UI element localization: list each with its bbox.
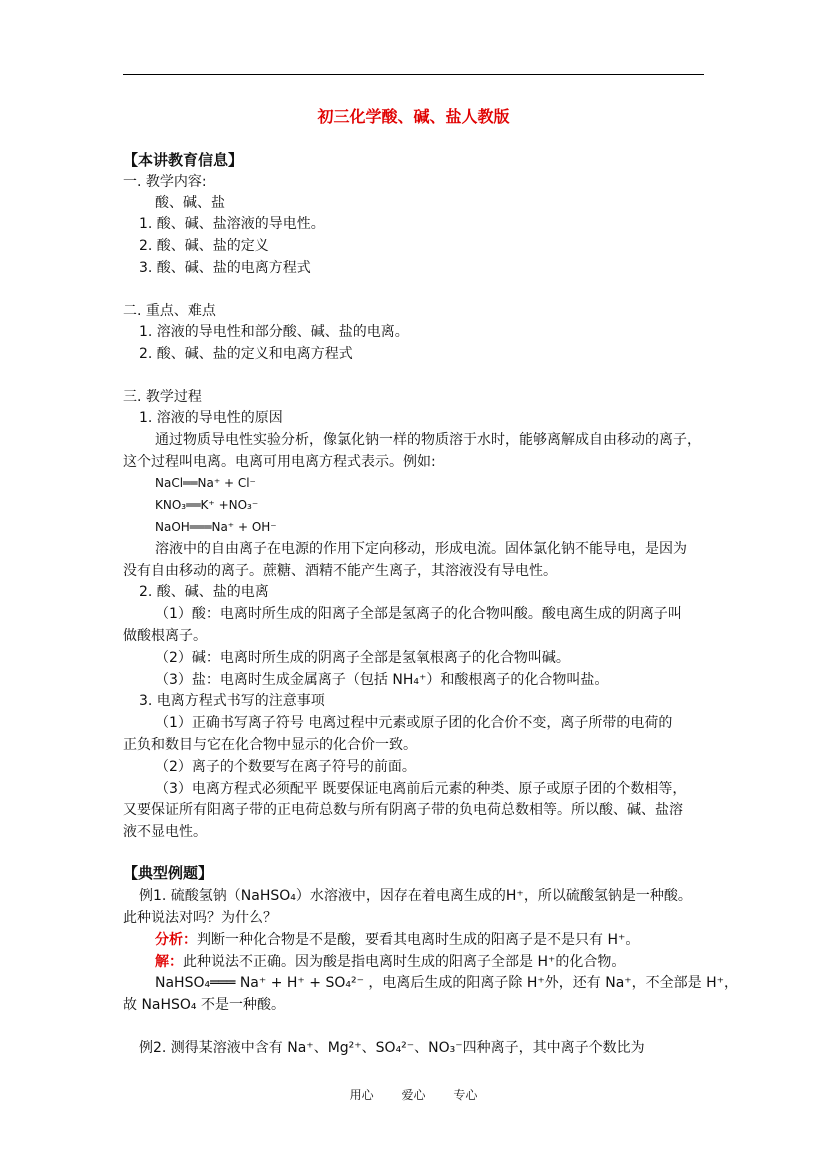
footer-word: 爱心	[401, 1088, 426, 1102]
answer-line	[155, 952, 625, 972]
example-1-line: 此种说法对吗？为什么？	[123, 910, 277, 926]
examples-heading: 【典型例题】	[123, 864, 214, 882]
definition-line: （2）碱：电离时所生成的阴离子全部是氢氧根离子的化合物叫碱。	[155, 650, 570, 666]
page-footer	[0, 1086, 827, 1103]
footer-word: 专心	[453, 1088, 478, 1102]
answer-text: 此种说法不正确。因为酸是指电离时生成的阳离子全部是 H⁺的化合物。	[183, 954, 626, 970]
note-line: 正负和数目与它在化合物中显示的化合价一致。	[123, 737, 417, 753]
answer-label: 解：	[155, 954, 183, 970]
document-title: 初三化学酸、碱、盐人教版	[317, 107, 510, 126]
header-rule	[123, 74, 704, 75]
paragraph-line: 通过物质导电性实验分析，像氯化钠一样的物质溶于水时，能够离解成自由移动的离子，	[155, 432, 701, 448]
example-2-line: 例2. 测得某溶液中含有 Na⁺、Mg²⁺、SO₄²⁻、NO₃⁻四种离子，其中离子个数比为	[139, 1040, 645, 1056]
analysis-text: 判断一种化合物是不是酸，要看其电离时生成的阳离子是不是只有 H⁺。	[197, 932, 640, 948]
note-line: 又要保证所有阳离子带的正电荷总数与所有阴离子带的负电荷总数相等。所以酸、碱、盐溶	[123, 802, 683, 818]
example-1-line: 例1. 硫酸氢钠（NaHSO₄）水溶液中，因存在着电离生成的H⁺，所以硫酸氢钠是一种酸。	[139, 888, 692, 904]
analysis-label: 分析：	[155, 932, 197, 948]
section-2-item: 2. 酸、碱、盐的定义和电离方程式	[139, 346, 353, 362]
definition-line: （1）酸：电离时所生成的阳离子全部是氢离子的化合物叫酸。酸电离生成的阴离子叫	[155, 606, 682, 622]
subsection-title: 2. 酸、碱、盐的电离	[139, 584, 269, 600]
section-2-heading: 二. 重点、难点	[123, 303, 216, 319]
section-1-item: 1. 酸、碱、盐溶液的导电性。	[139, 216, 325, 232]
definition-line: 做酸根离子。	[123, 628, 207, 644]
paragraph-line: 这个过程叫电离。电离可用电离方程式表示。例如:	[123, 454, 436, 470]
note-line: （2）离子的个数要写在离子符号的前面。	[155, 759, 416, 775]
note-line: （1）正确书写离子符号 电离过程中元素或原子团的化合价不变，离子所带的电荷的	[155, 715, 673, 731]
section-3-heading: 三. 教学过程	[123, 389, 202, 405]
equation: NaCl══Na⁺ + Cl⁻	[155, 476, 256, 490]
subsection-title: 3. 电离方程式书写的注意事项	[139, 693, 325, 709]
paragraph-line: 溶液中的自由离子在电源的作用下定向移动，形成电流。固体氯化钠不能导电，是因为	[155, 541, 687, 557]
section-1-item: 3. 酸、碱、盐的电离方程式	[139, 260, 311, 276]
info-heading: 【本讲教育信息】	[123, 151, 244, 169]
note-line: （3）电离方程式必须配平 既要保证电离前后元素的种类、原子或原子团的个数相等，	[155, 781, 687, 797]
section-2-item: 1. 溶液的导电性和部分酸、碱、盐的电离。	[139, 324, 409, 340]
definition-line: （3）盐：电离时生成金属离子（包括 NH₄⁺）和酸根离子的化合物叫盐。	[155, 672, 609, 688]
section-1-heading: 一. 教学内容:	[123, 174, 207, 190]
paragraph-line: 没有自由移动的离子。蔗糖、酒精不能产生离子，其溶液没有导电性。	[123, 563, 557, 579]
equation: NaOH═══Na⁺ + OH⁻	[155, 520, 277, 534]
footer-word: 用心	[349, 1088, 374, 1102]
equation: KNO₃══K⁺ +NO₃⁻	[155, 498, 259, 512]
analysis-line	[155, 930, 639, 950]
example-1-equation: NaHSO₄═══ Na⁺ + H⁺ + SO₄²⁻ ，电离后生成的阳离子除 H⁺外，还有 Na⁺，不全部是 H⁺，	[155, 975, 739, 991]
section-1-subtitle: 酸、碱、盐	[155, 195, 225, 211]
note-line: 液不显电性。	[123, 824, 207, 840]
section-1-item: 2. 酸、碱、盐的定义	[139, 238, 269, 254]
example-1-conclusion: 故 NaHSO₄ 不是一种酸。	[123, 997, 285, 1013]
subsection-title: 1. 溶液的导电性的原因	[139, 410, 283, 426]
